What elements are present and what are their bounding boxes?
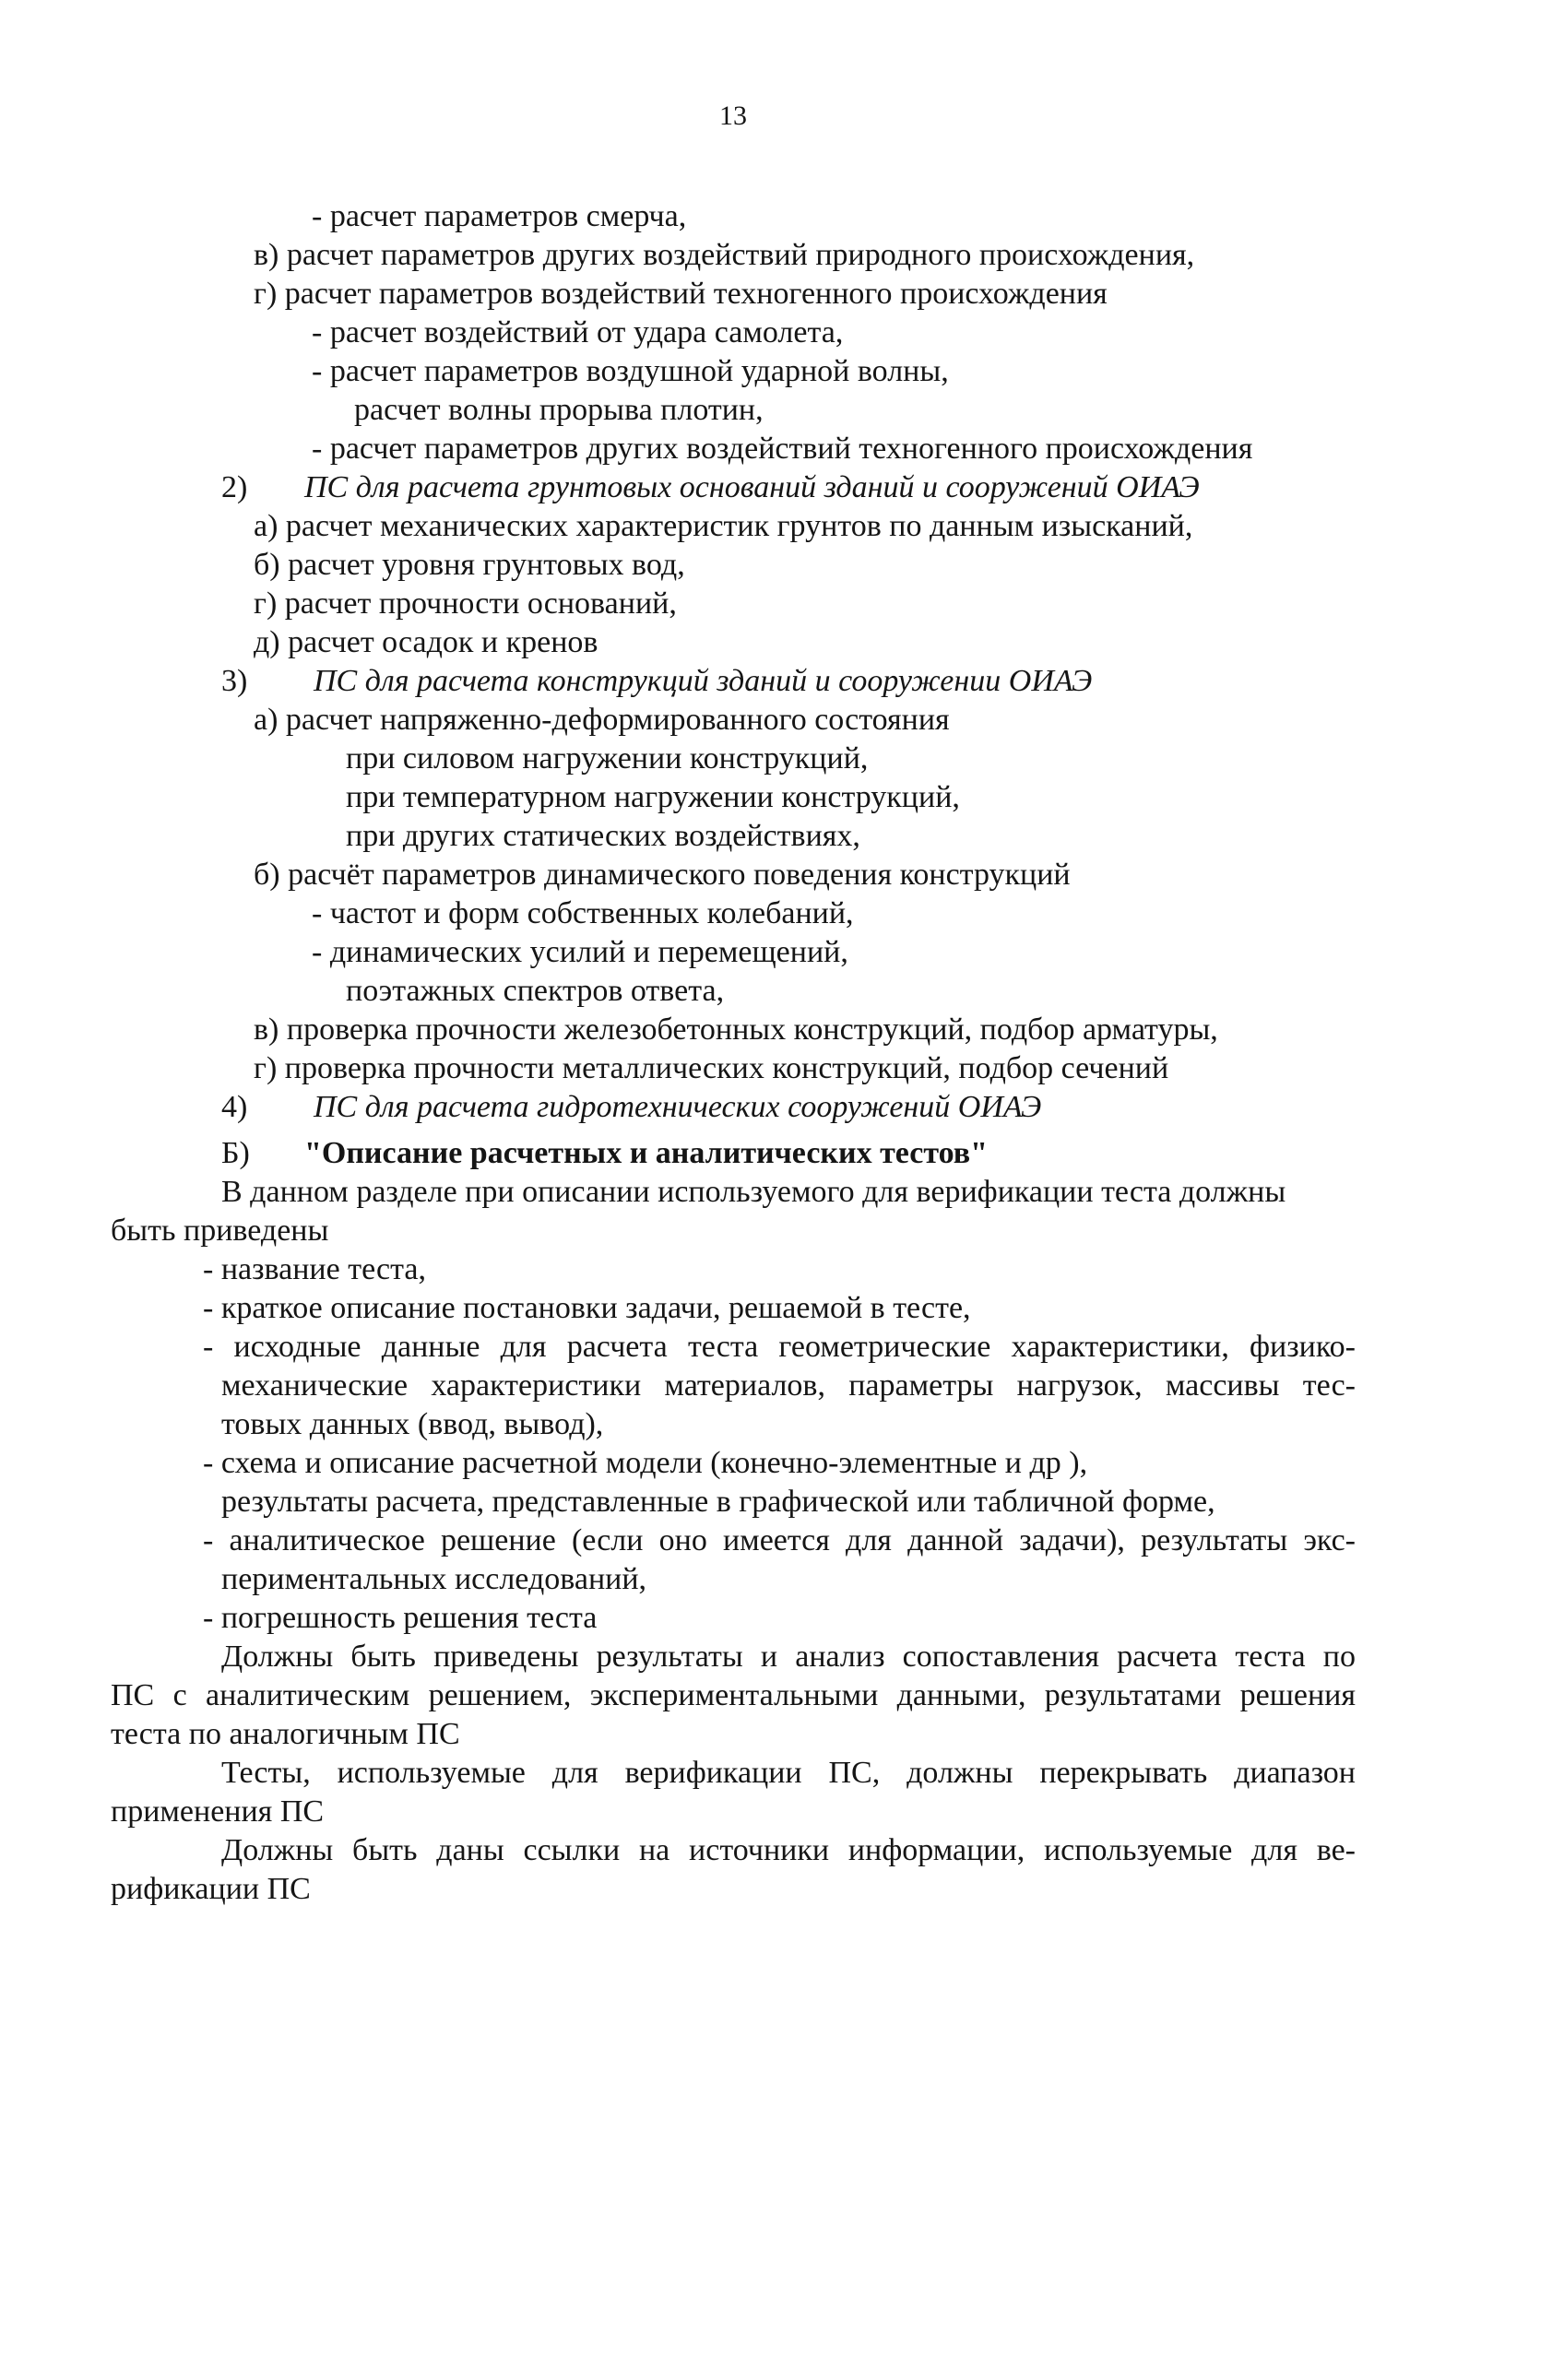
text-line: - частот и форм собственных колебаний, [312, 896, 854, 930]
text-line: результаты расчета, представленные в графической или табличной форме, [221, 1485, 1215, 1519]
text-line: в) проверка прочности железобетонных конструкций, подбор арматуры, [254, 1012, 1218, 1047]
text-line: при силовом нагружении конструкций, [346, 741, 869, 776]
text-line: а) расчет напряженно-деформированного состояния [254, 703, 950, 737]
section-title: "Описание расчетных и аналитических тестов" [304, 1136, 989, 1170]
text-line: б) расчет уровня грунтовых вод, [254, 548, 685, 582]
text-line: в) расчет параметров других воздействий природного происхождения, [254, 238, 1195, 272]
text-line: - расчет параметров смерча, [312, 199, 687, 233]
text-line: а) расчет механических характеристик грунтов по данным изысканий, [254, 509, 1193, 543]
list-number: Б) [221, 1136, 250, 1170]
text-line: применения ПС [111, 1794, 325, 1829]
text-line: - динамических усилий и перемещений, [312, 935, 848, 969]
text-line: г) расчет параметров воздействий техногенного происхождения [254, 277, 1108, 311]
text-line: поэтажных спектров ответа, [346, 974, 725, 1008]
page-number: 13 [719, 101, 747, 131]
text-line: расчет волны прорыва плотин, [354, 393, 764, 427]
text-line: ПС с аналитическим решением, экспериментальными данными, результатами решения [111, 1678, 1356, 1712]
text-line: Должны быть приведены результаты и анализ сопоставления расчета теста по [221, 1640, 1356, 1674]
text-line: механические характеристики материалов, параметры нагрузок, массивы тес- [221, 1368, 1356, 1403]
text-line: д) расчет осадок и кренов [254, 625, 598, 659]
text-line: - исходные данные для расчета теста геометрические характеристики, физико- [203, 1330, 1356, 1364]
text-line: - расчет параметров воздушной ударной волны, [312, 354, 949, 388]
section-heading: ПС для расчета гидротехнических сооружений ОИАЭ [314, 1090, 1042, 1124]
section-heading: ПС для расчета грунтовых оснований зданий и сооружений ОИАЭ [304, 470, 1200, 504]
text-line: Должны быть даны ссылки на источники информации, используемые для ве- [221, 1833, 1356, 1867]
text-line: - расчет воздействий от удара самолета, [312, 315, 844, 349]
section-heading: ПС для расчета конструкций зданий и сооружении ОИАЭ [314, 664, 1093, 698]
text-line: быть приведены [111, 1214, 329, 1248]
text-line: при температурном нагружении конструкций, [346, 780, 960, 814]
text-line: - погрешность решения теста [203, 1601, 598, 1635]
text-line: - схема и описание расчетной модели (конечно-элементные и др ), [203, 1446, 1088, 1480]
text-line: - расчет параметров других воздействий техногенного происхождения [312, 432, 1253, 466]
text-line: г) расчет прочности оснований, [254, 586, 677, 621]
text-line: периментальных исследований, [221, 1562, 647, 1596]
text-line: товых данных (ввод, вывод), [221, 1407, 604, 1441]
text-line: г) проверка прочности металлических конструкций, подбор сечений [254, 1051, 1169, 1085]
text-line: рификации ПС [111, 1872, 311, 1906]
list-number: 4) [221, 1090, 248, 1124]
text-line: теста по аналогичным ПС [111, 1717, 460, 1751]
text-line: В данном разделе при описании используемого для верификации теста должны [221, 1175, 1286, 1209]
text-line: - аналитическое решение (если оно имеется для данной задачи), результаты экс- [203, 1523, 1356, 1557]
text-line: б) расчёт параметров динамического поведения конструкций [254, 858, 1071, 892]
text-line: - название теста, [203, 1252, 426, 1286]
text-line: при других статических воздействиях, [346, 819, 860, 853]
text-line: - краткое описание постановки задачи, решаемой в тесте, [203, 1291, 971, 1325]
list-number: 3) [221, 664, 248, 698]
list-number: 2) [221, 470, 248, 504]
text-line: Тесты, используемые для верификации ПС, должны перекрывать диапазон [221, 1756, 1356, 1790]
